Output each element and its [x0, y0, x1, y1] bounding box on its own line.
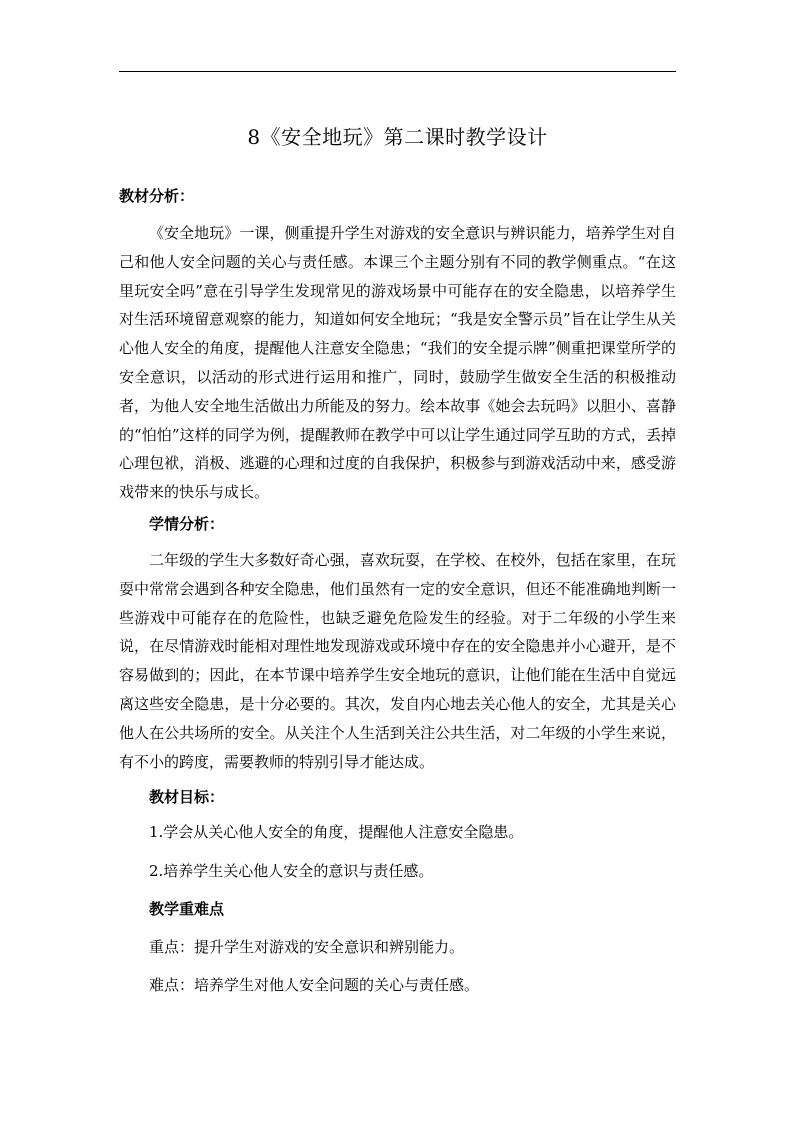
key-point-difficulty: 难点：培养学生对他人安全问题的关心与责任感。: [149, 976, 480, 994]
header-rule: [119, 71, 676, 72]
objective-item-1: 1.学会从关心他人安全的角度，提醒他人注意安全隐患。: [149, 823, 524, 841]
objective-item-2: 2.培养学生关心他人安全的意识与责任感。: [149, 862, 434, 880]
materials-analysis-heading: 教材分析：: [119, 187, 195, 205]
key-point-focus: 重点：提升学生对游戏的安全意识和辨别能力。: [149, 938, 465, 956]
student-analysis-paragraph: 二年级的学生大多数好奇心强，喜欢玩耍，在学校、在校外，包括在家里，在玩耍中常常会遇到各种安全隐患，他们虽然有一定的安全意识，但还不能准确地判断一些游戏中可能存在的危险性，也缺乏避免危险发生的经验。对于二年级的小学生来说，在尽情游戏时能相对理性地发现游戏或环境中存在的安全隐患并小心避开，是不容易做到的；因此，在本节课中培养学生安全地玩的意识，让他们能在生活中自觉远离这些安全隐患，是十分必要的。其次，发自内心地去关心他人的安全，尤其是关心他人在公共场所的安全。从关注个人生活到关注公共生活，对二年级的小学生来说，有不小的跨度，需要教师的特别引导才能达成。: [119, 551, 676, 771]
materials-analysis-paragraph: 《安全地玩》一课，侧重提升学生对游戏的安全意识与辨识能力，培养学生对自己和他人安全问题的关心与责任感。本课三个主题分别有不同的教学侧重点。“在这里玩安全吗”意在引导学生发现常见的游戏场景中可能存在的安全隐患，以培养学生对生活环境留意观察的能力，知道如何安全地玩；“我是安全警示员”旨在让学生从关心他人安全的角度，提醒他人注意安全隐患；“我们的安全提示牌”侧重把课堂所学的安全意识，以活动的形式进行运用和推广，同时，鼓励学生做安全生活的积极推动者，为他人安全地生活做出力所能及的努力。绘本故事《她会去玩吗》以胆小、喜静的“怕怕”这样的同学为例，提醒教师在教学中可以让学生通过同学互助的方式，丢掉心理包袱，消极、逃避的心理和过度的自我保护，积极参与到游戏活动中来，感受游戏带来的快乐与成长。: [119, 224, 676, 502]
document-title: 8《安全地玩》第二课时教学设计: [247, 125, 548, 149]
key-points-heading: 教学重难点: [149, 900, 225, 918]
student-analysis-heading: 学情分析：: [149, 515, 225, 533]
objectives-heading: 教材目标：: [149, 788, 225, 806]
